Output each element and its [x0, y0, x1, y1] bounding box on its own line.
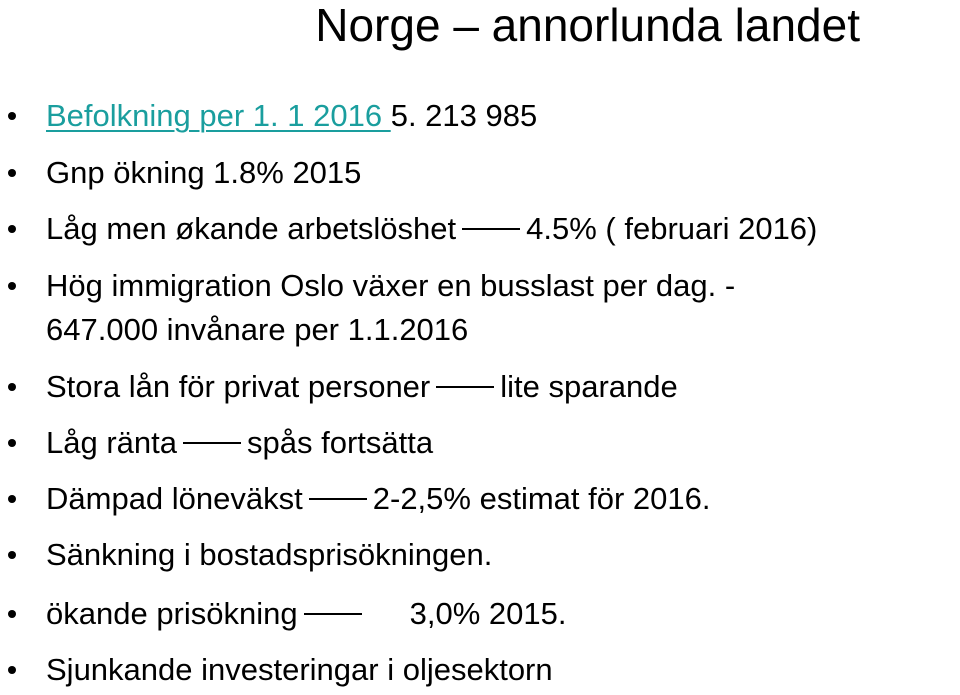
bullet-dot	[8, 112, 16, 120]
bullet-text: Gnp ökning 1.8% 2015	[46, 155, 362, 190]
bullet-text	[46, 369, 678, 405]
bullet-text-line2: 647.000 invånare per 1.1.2016	[46, 312, 469, 347]
bullet-text: Sjunkande investeringar i oljesektorn	[46, 652, 553, 687]
loans-value: lite sparande	[500, 369, 678, 404]
bullet-dot	[8, 495, 16, 503]
dash	[462, 228, 520, 230]
bullet-text	[46, 211, 817, 247]
bullet-text	[46, 425, 433, 461]
population-value: 5. 213 985	[390, 98, 538, 133]
slide-title: Norge – annorlunda landet	[315, 0, 860, 51]
dash	[304, 613, 362, 615]
bullet-dot	[8, 282, 16, 290]
population-link[interactable]: Befolkning per 1. 1 2016	[46, 98, 391, 133]
unemployment-label: Låg men økande arbetslöshet	[46, 211, 457, 246]
unemployment-value: 4.5% ( februari 2016)	[526, 211, 818, 246]
bullet-dot	[8, 439, 16, 447]
wages-value: 2-2,5% estimat för 2016.	[372, 481, 711, 516]
bullet-dot	[8, 383, 16, 391]
bullet-text: Sänkning i bostadsprisökningen.	[46, 537, 493, 572]
interest-label: Låg ränta	[46, 425, 177, 460]
interest-value: spås fortsätta	[247, 425, 434, 460]
bullet-dot	[8, 169, 16, 177]
wages-label: Dämpad löneväkst	[46, 481, 303, 516]
loans-label: Stora lån för privat personer	[46, 369, 431, 404]
dash	[309, 498, 367, 500]
bullet-dot	[8, 610, 16, 618]
bullet-text	[46, 98, 537, 134]
prices-label: ökande prisökning	[46, 596, 298, 631]
bullet-dot	[8, 551, 16, 559]
bullet-dot	[8, 666, 16, 674]
bullet-text	[46, 481, 710, 517]
bullet-text	[46, 596, 566, 632]
bullet-dot	[8, 225, 16, 233]
prices-value: 3,0% 2015.	[409, 596, 567, 631]
dash	[436, 386, 494, 388]
dash	[183, 442, 241, 444]
bullet-text-line1: Hög immigration Oslo växer en busslast per dag. -	[46, 268, 736, 303]
